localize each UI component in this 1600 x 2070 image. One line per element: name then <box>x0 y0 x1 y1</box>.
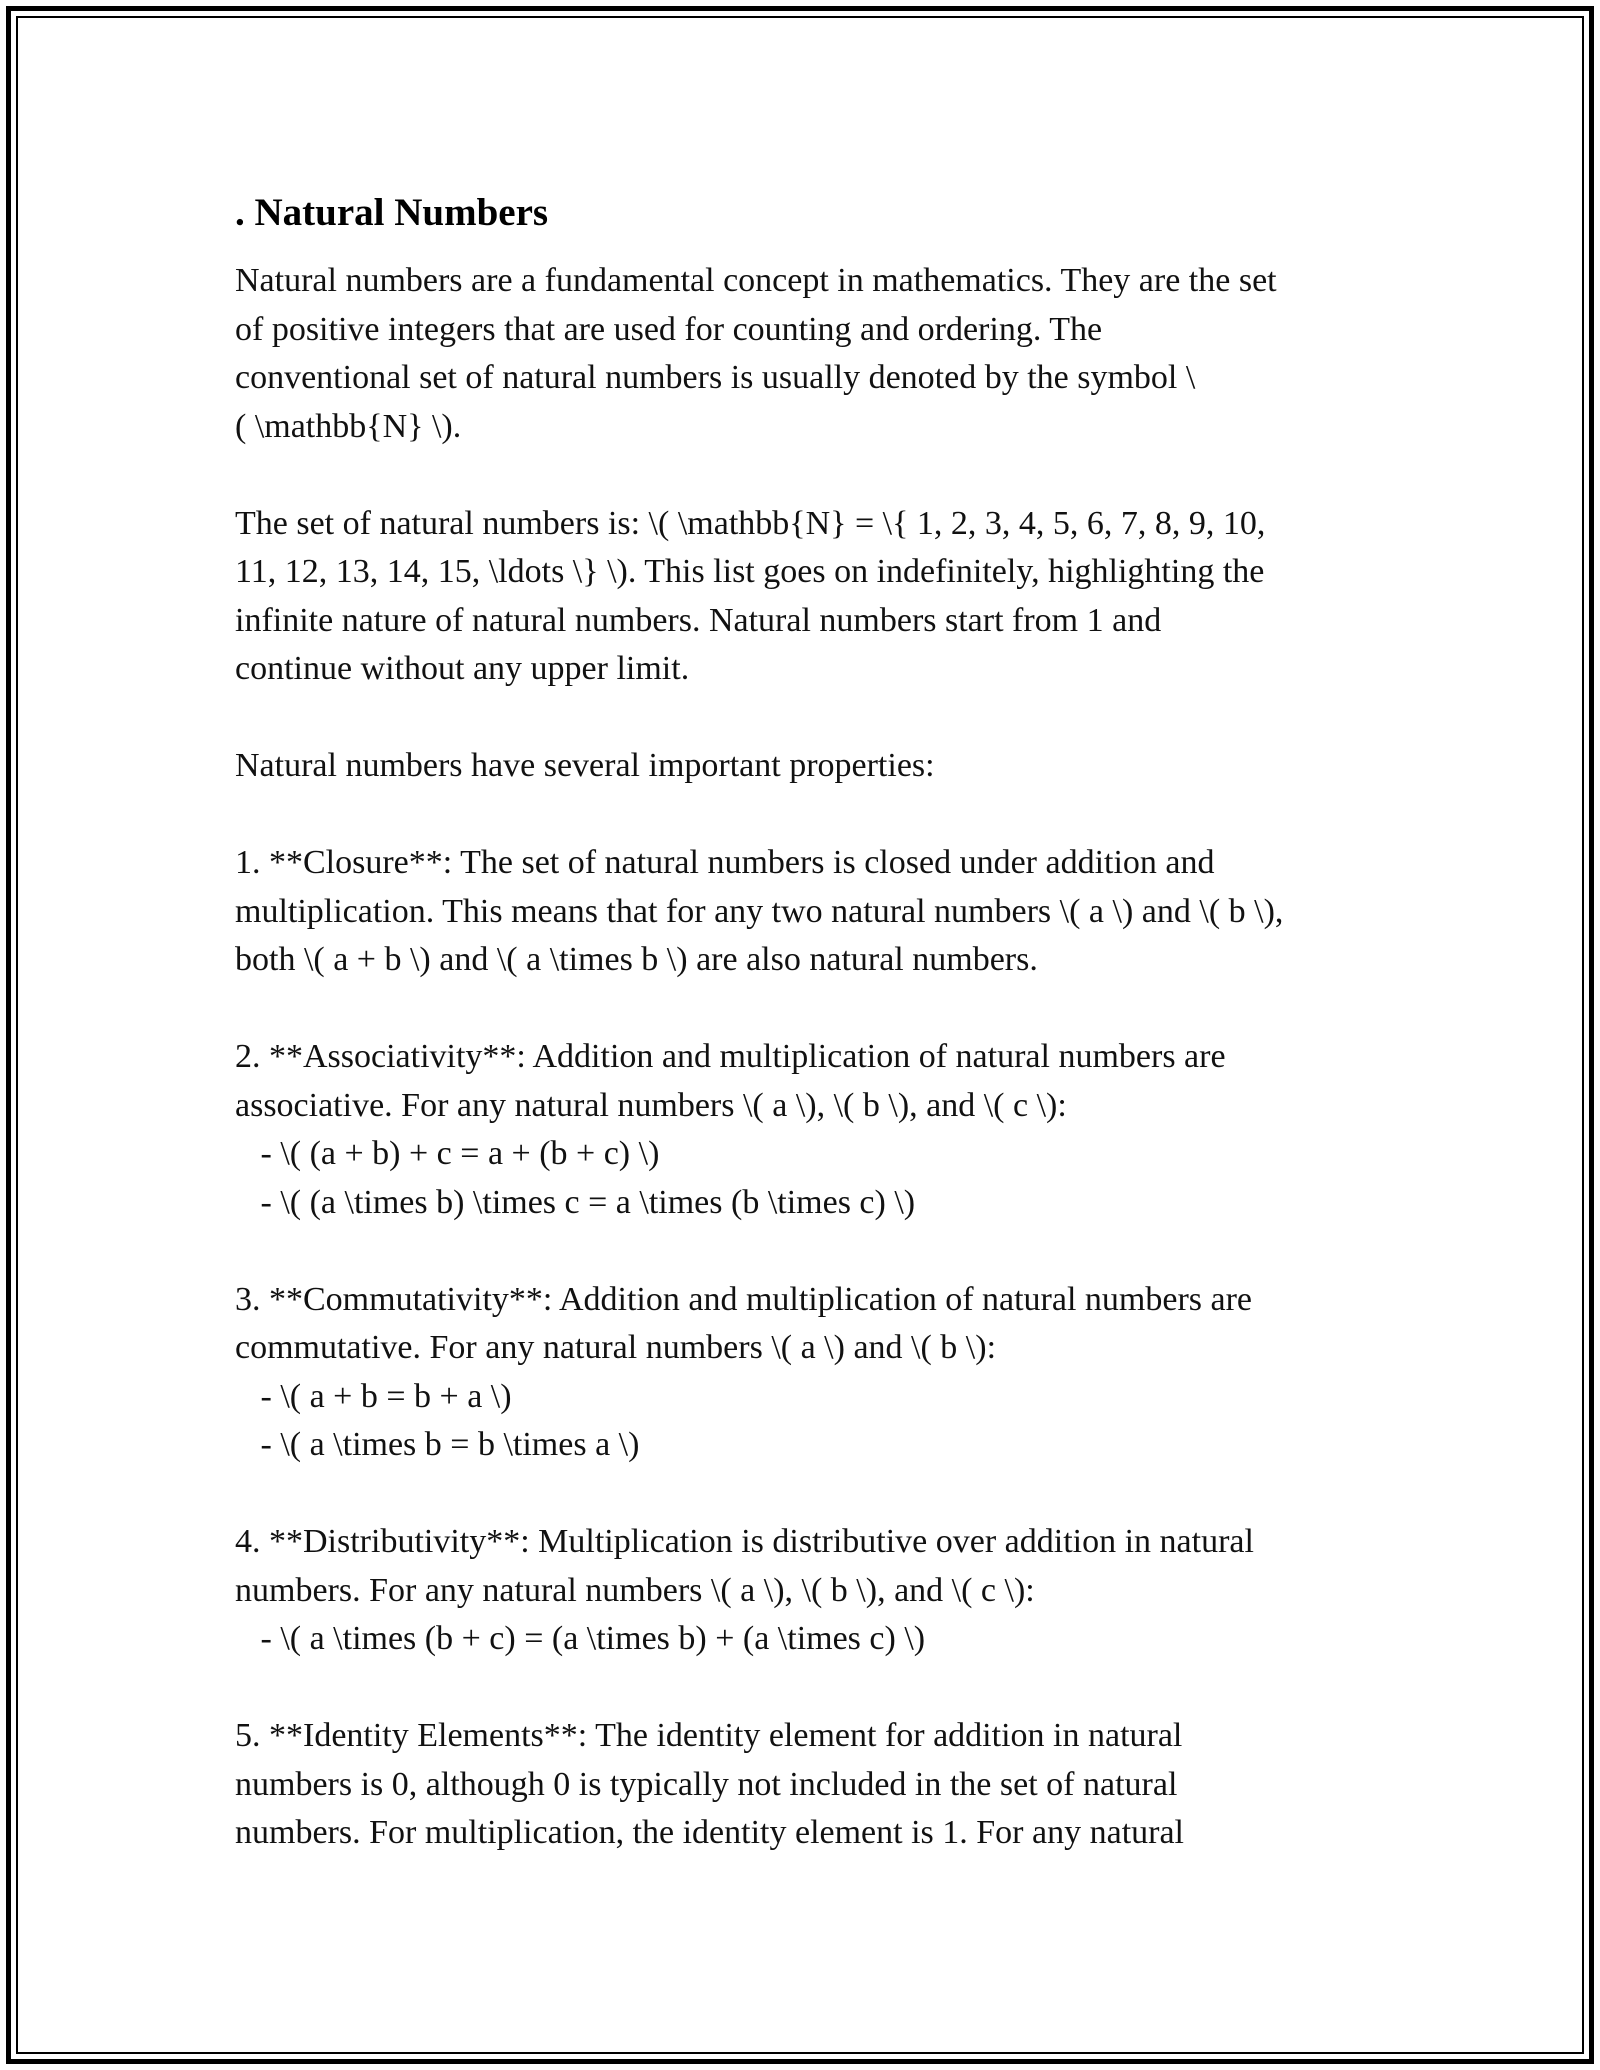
paragraph-spacer <box>235 694 1375 743</box>
paragraph-spacer <box>235 451 1375 500</box>
paragraph-spacer <box>235 791 1375 840</box>
intro-paragraph: Natural numbers are a fundamental concept in mathematics. They are the set of positive integers that are used for counting and ordering. The conventional set of natural numbers is usually denoted by the symbol \ ( \mathbb{N} \). <box>235 262 1277 445</box>
associativity-property-item: 2. **Associativity**: Addition and multiplication of natural numbers are associative. For any natural numbers \( a \), \( b \), and \( c \): - \( (a + b) + c = a + (b + c) \) - \( (a \times b) \times c = a \times (b \times c) \) <box>235 1038 1226 1221</box>
section-heading: . Natural Numbers <box>235 191 549 234</box>
paragraph-spacer <box>235 1664 1375 1713</box>
closure-property-item: 1. **Closure**: The set of natural numbers is closed under addition and multiplication. This means that for any two natural numbers \( a \) and \( b \), both \( a + b \) and \( a \times b \) are also natural numbers. <box>235 844 1284 978</box>
distributivity-property-item: 4. **Distributivity**: Multiplication is distributive over addition in natural numbers. For any natural numbers \( a \), \( b \), and \( c \): - \( a \times (b + c) = (a \times b) + (a \times c) \) <box>235 1523 1254 1657</box>
properties-intro-paragraph: Natural numbers have several important properties: <box>235 747 935 784</box>
identity-elements-property-item: 5. **Identity Elements**: The identity element for addition in natural numbers is 0, although 0 is typically not included in the set of natural numbers. For multiplication, the identity element is 1. For any natural <box>235 1717 1184 1851</box>
document-body <box>235 185 1375 1858</box>
paragraph-spacer <box>235 1227 1375 1276</box>
paragraph-spacer <box>235 1470 1375 1519</box>
set-definition-paragraph: The set of natural numbers is: \( \mathbb{N} = \{ 1, 2, 3, 4, 5, 6, 7, 8, 9, 10, 11, 12, 13, 14, 15, \ldots \} \). This list goes on indefinitely, highlighting the infinite nature of natural numbers. Natural numbers start from 1 and continue without any upper limit. <box>235 504 1266 687</box>
paragraph-spacer <box>235 985 1375 1034</box>
commutativity-property-item: 3. **Commutativity**: Addition and multiplication of natural numbers are commutative. For any natural numbers \( a \) and \( b \): - \( a + b = b + a \) - \( a \times b = b \times a \) <box>235 1280 1253 1463</box>
